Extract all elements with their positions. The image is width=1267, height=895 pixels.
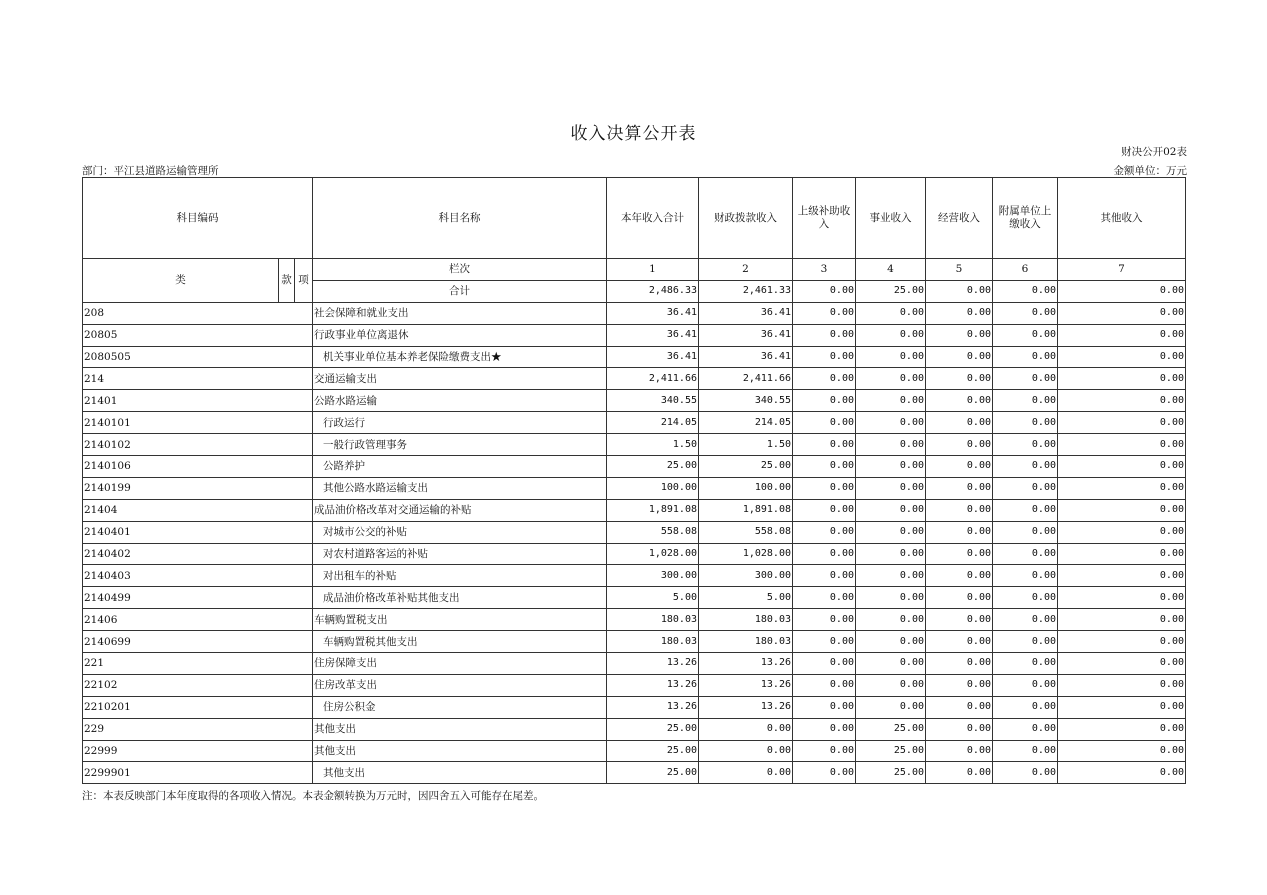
amount-cell: 13.26: [607, 674, 699, 696]
amount-cell: 0.00: [926, 302, 993, 324]
amount-cell: 1,891.08: [699, 499, 793, 521]
amount-cell: 0.00: [793, 696, 856, 718]
subject-name: 公路养护: [313, 456, 607, 478]
subject-name: 成品油价格改革对交通运输的补贴: [313, 499, 607, 521]
col-number-3: 3: [793, 259, 856, 281]
amount-cell: 0.00: [926, 346, 993, 368]
subject-name: 行政事业单位离退休: [313, 324, 607, 346]
amount-cell: 0.00: [1058, 609, 1186, 631]
amount-cell: 0.00: [1058, 653, 1186, 675]
table-row: [83, 740, 1186, 762]
header-col3: 上级补助收入: [793, 178, 856, 259]
amount-cell: 0.00: [993, 521, 1058, 543]
amount-cell: 0.00: [1058, 324, 1186, 346]
amount-cell: 0.00: [793, 718, 856, 740]
amount-cell: 36.41: [607, 346, 699, 368]
table-row: [83, 346, 1186, 368]
amount-cell: 0.00: [856, 324, 926, 346]
amount-cell: 0.00: [793, 609, 856, 631]
amount-cell: 0.00: [993, 412, 1058, 434]
amount-cell: 0.00: [926, 390, 993, 412]
amount-cell: 36.41: [607, 324, 699, 346]
amount-cell: 100.00: [699, 477, 793, 499]
table-row: [83, 499, 1186, 521]
subject-name: 住房保障支出: [313, 653, 607, 675]
amount-cell: 0.00: [793, 762, 856, 784]
table-row: [83, 631, 1186, 653]
header-lei: 类: [83, 259, 279, 303]
amount-cell: 5.00: [607, 587, 699, 609]
amount-cell: 0.00: [993, 456, 1058, 478]
page-title: 收入决算公开表: [570, 124, 697, 144]
amount-cell: 0.00: [926, 477, 993, 499]
subject-code: 2140403: [83, 565, 313, 587]
amount-cell: 0.00: [926, 762, 993, 784]
amount-cell: 0.00: [793, 412, 856, 434]
amount-cell: 0.00: [793, 368, 856, 390]
subject-code: 2299901: [83, 762, 313, 784]
amount-cell: 0.00: [926, 368, 993, 390]
amount-cell: 0.00: [926, 696, 993, 718]
subject-code: 2140699: [83, 631, 313, 653]
amount-cell: 1,891.08: [607, 499, 699, 521]
amount-cell: 0.00: [793, 631, 856, 653]
amount-cell: 180.03: [699, 631, 793, 653]
amount-cell: 0.00: [926, 543, 993, 565]
subject-name: 对城市公交的补贴: [313, 521, 607, 543]
amount-cell: 1,028.00: [607, 543, 699, 565]
amount-cell: 0.00: [993, 368, 1058, 390]
amount-cell: 0.00: [993, 565, 1058, 587]
subject-code: 21406: [83, 609, 313, 631]
amount-cell: 1.50: [607, 434, 699, 456]
subject-name: 其他支出: [313, 762, 607, 784]
amount-cell: 0.00: [793, 543, 856, 565]
col-number-1: 1: [607, 259, 699, 281]
subject-code: 22999: [83, 740, 313, 762]
subject-name: 行政运行: [313, 412, 607, 434]
amount-cell: 558.08: [699, 521, 793, 543]
total-cell: 0.00: [793, 280, 856, 302]
amount-cell: 0.00: [926, 740, 993, 762]
amount-cell: 0.00: [856, 302, 926, 324]
table-row: [83, 390, 1186, 412]
amount-cell: 0.00: [993, 653, 1058, 675]
amount-cell: 0.00: [926, 674, 993, 696]
amount-cell: 0.00: [1058, 456, 1186, 478]
amount-cell: 0.00: [993, 696, 1058, 718]
subject-name: 住房改革支出: [313, 674, 607, 696]
table-row: [83, 696, 1186, 718]
amount-cell: 0.00: [1058, 674, 1186, 696]
amount-cell: 0.00: [1058, 346, 1186, 368]
amount-cell: 0.00: [993, 499, 1058, 521]
amount-cell: 0.00: [856, 390, 926, 412]
subject-name: 车辆购置税支出: [313, 609, 607, 631]
amount-cell: 0.00: [1058, 434, 1186, 456]
amount-cell: 0.00: [856, 565, 926, 587]
amount-cell: 0.00: [793, 740, 856, 762]
amount-cell: 0.00: [1058, 696, 1186, 718]
amount-cell: 0.00: [793, 477, 856, 499]
amount-cell: 25.00: [607, 740, 699, 762]
amount-cell: 0.00: [793, 302, 856, 324]
amount-cell: 0.00: [926, 631, 993, 653]
col-number-7: 7: [1058, 259, 1186, 281]
subject-code: 2140499: [83, 587, 313, 609]
subject-name: 车辆购置税其他支出: [313, 631, 607, 653]
amount-cell: 0.00: [1058, 368, 1186, 390]
amount-cell: 0.00: [856, 477, 926, 499]
amount-cell: 0.00: [1058, 740, 1186, 762]
total-label: 合计: [313, 280, 607, 302]
amount-cell: 0.00: [993, 477, 1058, 499]
amount-cell: 2,411.66: [607, 368, 699, 390]
header-code: 科目编码: [83, 178, 313, 259]
amount-cell: 0.00: [793, 390, 856, 412]
amount-cell: 1.50: [699, 434, 793, 456]
amount-cell: 0.00: [926, 434, 993, 456]
col-number-6: 6: [993, 259, 1058, 281]
subject-code: 221: [83, 653, 313, 675]
table-row: [83, 653, 1186, 675]
amount-cell: 0.00: [993, 346, 1058, 368]
amount-cell: 0.00: [926, 521, 993, 543]
form-number: 财决公开02表: [1121, 146, 1187, 158]
footnote: 注：本表反映部门本年度取得的各项收入情况。本表金额转换为万元时，因四舍五入可能存在尾差。: [82, 790, 544, 802]
amount-cell: 0.00: [1058, 762, 1186, 784]
amount-cell: 0.00: [1058, 718, 1186, 740]
total-cell: 2,461.33: [699, 280, 793, 302]
subject-code: 21401: [83, 390, 313, 412]
col-number-2: 2: [699, 259, 793, 281]
amount-cell: 1,028.00: [699, 543, 793, 565]
amount-cell: 214.05: [699, 412, 793, 434]
amount-cell: 0.00: [856, 521, 926, 543]
total-cell: 0.00: [926, 280, 993, 302]
amount-cell: 0.00: [1058, 302, 1186, 324]
subject-code: 2140106: [83, 456, 313, 478]
amount-cell: 25.00: [856, 718, 926, 740]
amount-cell: 0.00: [856, 346, 926, 368]
subject-code: 2140199: [83, 477, 313, 499]
amount-cell: 0.00: [793, 456, 856, 478]
subject-code: 21404: [83, 499, 313, 521]
income-table: [82, 177, 1186, 784]
amount-cell: 0.00: [699, 762, 793, 784]
amount-cell: 0.00: [1058, 631, 1186, 653]
subject-name: 交通运输支出: [313, 368, 607, 390]
amount-cell: 0.00: [856, 412, 926, 434]
amount-cell: 36.41: [699, 302, 793, 324]
col-number-4: 4: [856, 259, 926, 281]
table-row: [83, 718, 1186, 740]
amount-cell: 0.00: [926, 456, 993, 478]
header-xiang: 项: [295, 259, 313, 303]
header-col6: 附属单位上缴收入: [993, 178, 1058, 259]
amount-cell: 300.00: [699, 565, 793, 587]
amount-cell: 0.00: [793, 587, 856, 609]
subject-code: 2140101: [83, 412, 313, 434]
amount-cell: 0.00: [793, 434, 856, 456]
header-col2: 财政拨款收入: [699, 178, 793, 259]
amount-cell: 0.00: [793, 324, 856, 346]
header-col5: 经营收入: [926, 178, 993, 259]
amount-cell: 0.00: [856, 609, 926, 631]
amount-cell: 0.00: [926, 718, 993, 740]
amount-cell: 13.26: [699, 674, 793, 696]
subject-code: 2210201: [83, 696, 313, 718]
subject-code: 2140401: [83, 521, 313, 543]
amount-cell: 0.00: [856, 653, 926, 675]
amount-cell: 0.00: [926, 653, 993, 675]
table-row: [83, 565, 1186, 587]
amount-cell: 0.00: [926, 609, 993, 631]
amount-cell: 0.00: [926, 412, 993, 434]
amount-cell: 180.03: [699, 609, 793, 631]
amount-cell: 0.00: [856, 368, 926, 390]
subject-name: 其他公路水路运输支出: [313, 477, 607, 499]
subject-code: 214: [83, 368, 313, 390]
table-row: [83, 587, 1186, 609]
amount-cell: 5.00: [699, 587, 793, 609]
header-col4: 事业收入: [856, 178, 926, 259]
header-lanci: 栏次: [313, 259, 607, 281]
col-number-5: 5: [926, 259, 993, 281]
amount-cell: 0.00: [856, 456, 926, 478]
amount-cell: 0.00: [1058, 543, 1186, 565]
header-kuan: 款: [279, 259, 295, 303]
amount-cell: 558.08: [607, 521, 699, 543]
amount-cell: 0.00: [993, 302, 1058, 324]
subject-code: 229: [83, 718, 313, 740]
amount-cell: 0.00: [993, 762, 1058, 784]
amount-cell: 0.00: [993, 587, 1058, 609]
table-row: [83, 762, 1186, 784]
amount-cell: 0.00: [856, 631, 926, 653]
header-name: 科目名称: [313, 178, 607, 259]
subject-name: 其他支出: [313, 740, 607, 762]
amount-cell: 0.00: [793, 521, 856, 543]
table-row: [83, 412, 1186, 434]
amount-cell: 0.00: [993, 434, 1058, 456]
table-row: [83, 324, 1186, 346]
amount-cell: 0.00: [1058, 565, 1186, 587]
amount-cell: 0.00: [793, 565, 856, 587]
subject-name: 对农村道路客运的补贴: [313, 543, 607, 565]
table-row: [83, 368, 1186, 390]
amount-cell: 0.00: [1058, 390, 1186, 412]
amount-cell: 25.00: [607, 456, 699, 478]
amount-cell: 36.41: [607, 302, 699, 324]
amount-cell: 340.55: [699, 390, 793, 412]
amount-cell: 13.26: [607, 653, 699, 675]
subject-name: 对出租车的补贴: [313, 565, 607, 587]
subject-code: 2140102: [83, 434, 313, 456]
subject-name: 公路水路运输: [313, 390, 607, 412]
amount-cell: 0.00: [856, 543, 926, 565]
amount-cell: 0.00: [793, 653, 856, 675]
table-row: [83, 674, 1186, 696]
amount-cell: 0.00: [699, 740, 793, 762]
amount-cell: 0.00: [1058, 521, 1186, 543]
amount-cell: 0.00: [926, 565, 993, 587]
amount-cell: 0.00: [793, 674, 856, 696]
amount-cell: 100.00: [607, 477, 699, 499]
amount-cell: 0.00: [1058, 477, 1186, 499]
table-row: [83, 302, 1186, 324]
amount-cell: 340.55: [607, 390, 699, 412]
amount-cell: 214.05: [607, 412, 699, 434]
amount-cell: 0.00: [793, 346, 856, 368]
amount-cell: 13.26: [699, 653, 793, 675]
amount-cell: 25.00: [607, 762, 699, 784]
amount-cell: 25.00: [856, 762, 926, 784]
amount-cell: 0.00: [926, 499, 993, 521]
amount-cell: 0.00: [993, 718, 1058, 740]
amount-cell: 0.00: [699, 718, 793, 740]
department-label: 部门：平江县道路运输管理所: [82, 165, 219, 177]
amount-cell: 36.41: [699, 346, 793, 368]
amount-cell: 0.00: [856, 434, 926, 456]
header-col7: 其他收入: [1058, 178, 1186, 259]
table-row: [83, 434, 1186, 456]
subject-name: 其他支出: [313, 718, 607, 740]
amount-cell: 0.00: [793, 499, 856, 521]
subject-code: 22102: [83, 674, 313, 696]
amount-cell: 0.00: [993, 324, 1058, 346]
amount-cell: 0.00: [856, 499, 926, 521]
amount-cell: 0.00: [993, 674, 1058, 696]
subject-name: 机关事业单位基本养老保险缴费支出★: [313, 346, 607, 368]
table-row: [83, 609, 1186, 631]
amount-unit-label: 金额单位：万元: [1113, 165, 1187, 177]
amount-cell: 25.00: [856, 740, 926, 762]
amount-cell: 0.00: [993, 609, 1058, 631]
amount-cell: 0.00: [926, 587, 993, 609]
amount-cell: 13.26: [607, 696, 699, 718]
table-row: [83, 456, 1186, 478]
amount-cell: 13.26: [699, 696, 793, 718]
amount-cell: 0.00: [1058, 499, 1186, 521]
amount-cell: 0.00: [993, 390, 1058, 412]
amount-cell: 0.00: [856, 587, 926, 609]
subject-code: 20805: [83, 324, 313, 346]
amount-cell: 2,411.66: [699, 368, 793, 390]
table-row: [83, 543, 1186, 565]
amount-cell: 0.00: [993, 740, 1058, 762]
subject-code: 2140402: [83, 543, 313, 565]
amount-cell: 0.00: [1058, 412, 1186, 434]
amount-cell: 0.00: [993, 543, 1058, 565]
total-cell: 0.00: [1058, 280, 1186, 302]
header-col1: 本年收入合计: [607, 178, 699, 259]
amount-cell: 25.00: [699, 456, 793, 478]
amount-cell: 0.00: [856, 696, 926, 718]
total-cell: 0.00: [993, 280, 1058, 302]
amount-cell: 300.00: [607, 565, 699, 587]
table-row: [83, 521, 1186, 543]
total-cell: 25.00: [856, 280, 926, 302]
subject-name: 社会保障和就业支出: [313, 302, 607, 324]
amount-cell: 36.41: [699, 324, 793, 346]
amount-cell: 0.00: [1058, 587, 1186, 609]
amount-cell: 25.00: [607, 718, 699, 740]
table-row: [83, 477, 1186, 499]
amount-cell: 180.03: [607, 609, 699, 631]
subject-name: 一般行政管理事务: [313, 434, 607, 456]
subject-name: 住房公积金: [313, 696, 607, 718]
amount-cell: 0.00: [926, 324, 993, 346]
subject-code: 208: [83, 302, 313, 324]
subject-name: 成品油价格改革补贴其他支出: [313, 587, 607, 609]
amount-cell: 0.00: [856, 674, 926, 696]
total-cell: 2,486.33: [607, 280, 699, 302]
amount-cell: 180.03: [607, 631, 699, 653]
subject-code: 2080505: [83, 346, 313, 368]
amount-cell: 0.00: [993, 631, 1058, 653]
